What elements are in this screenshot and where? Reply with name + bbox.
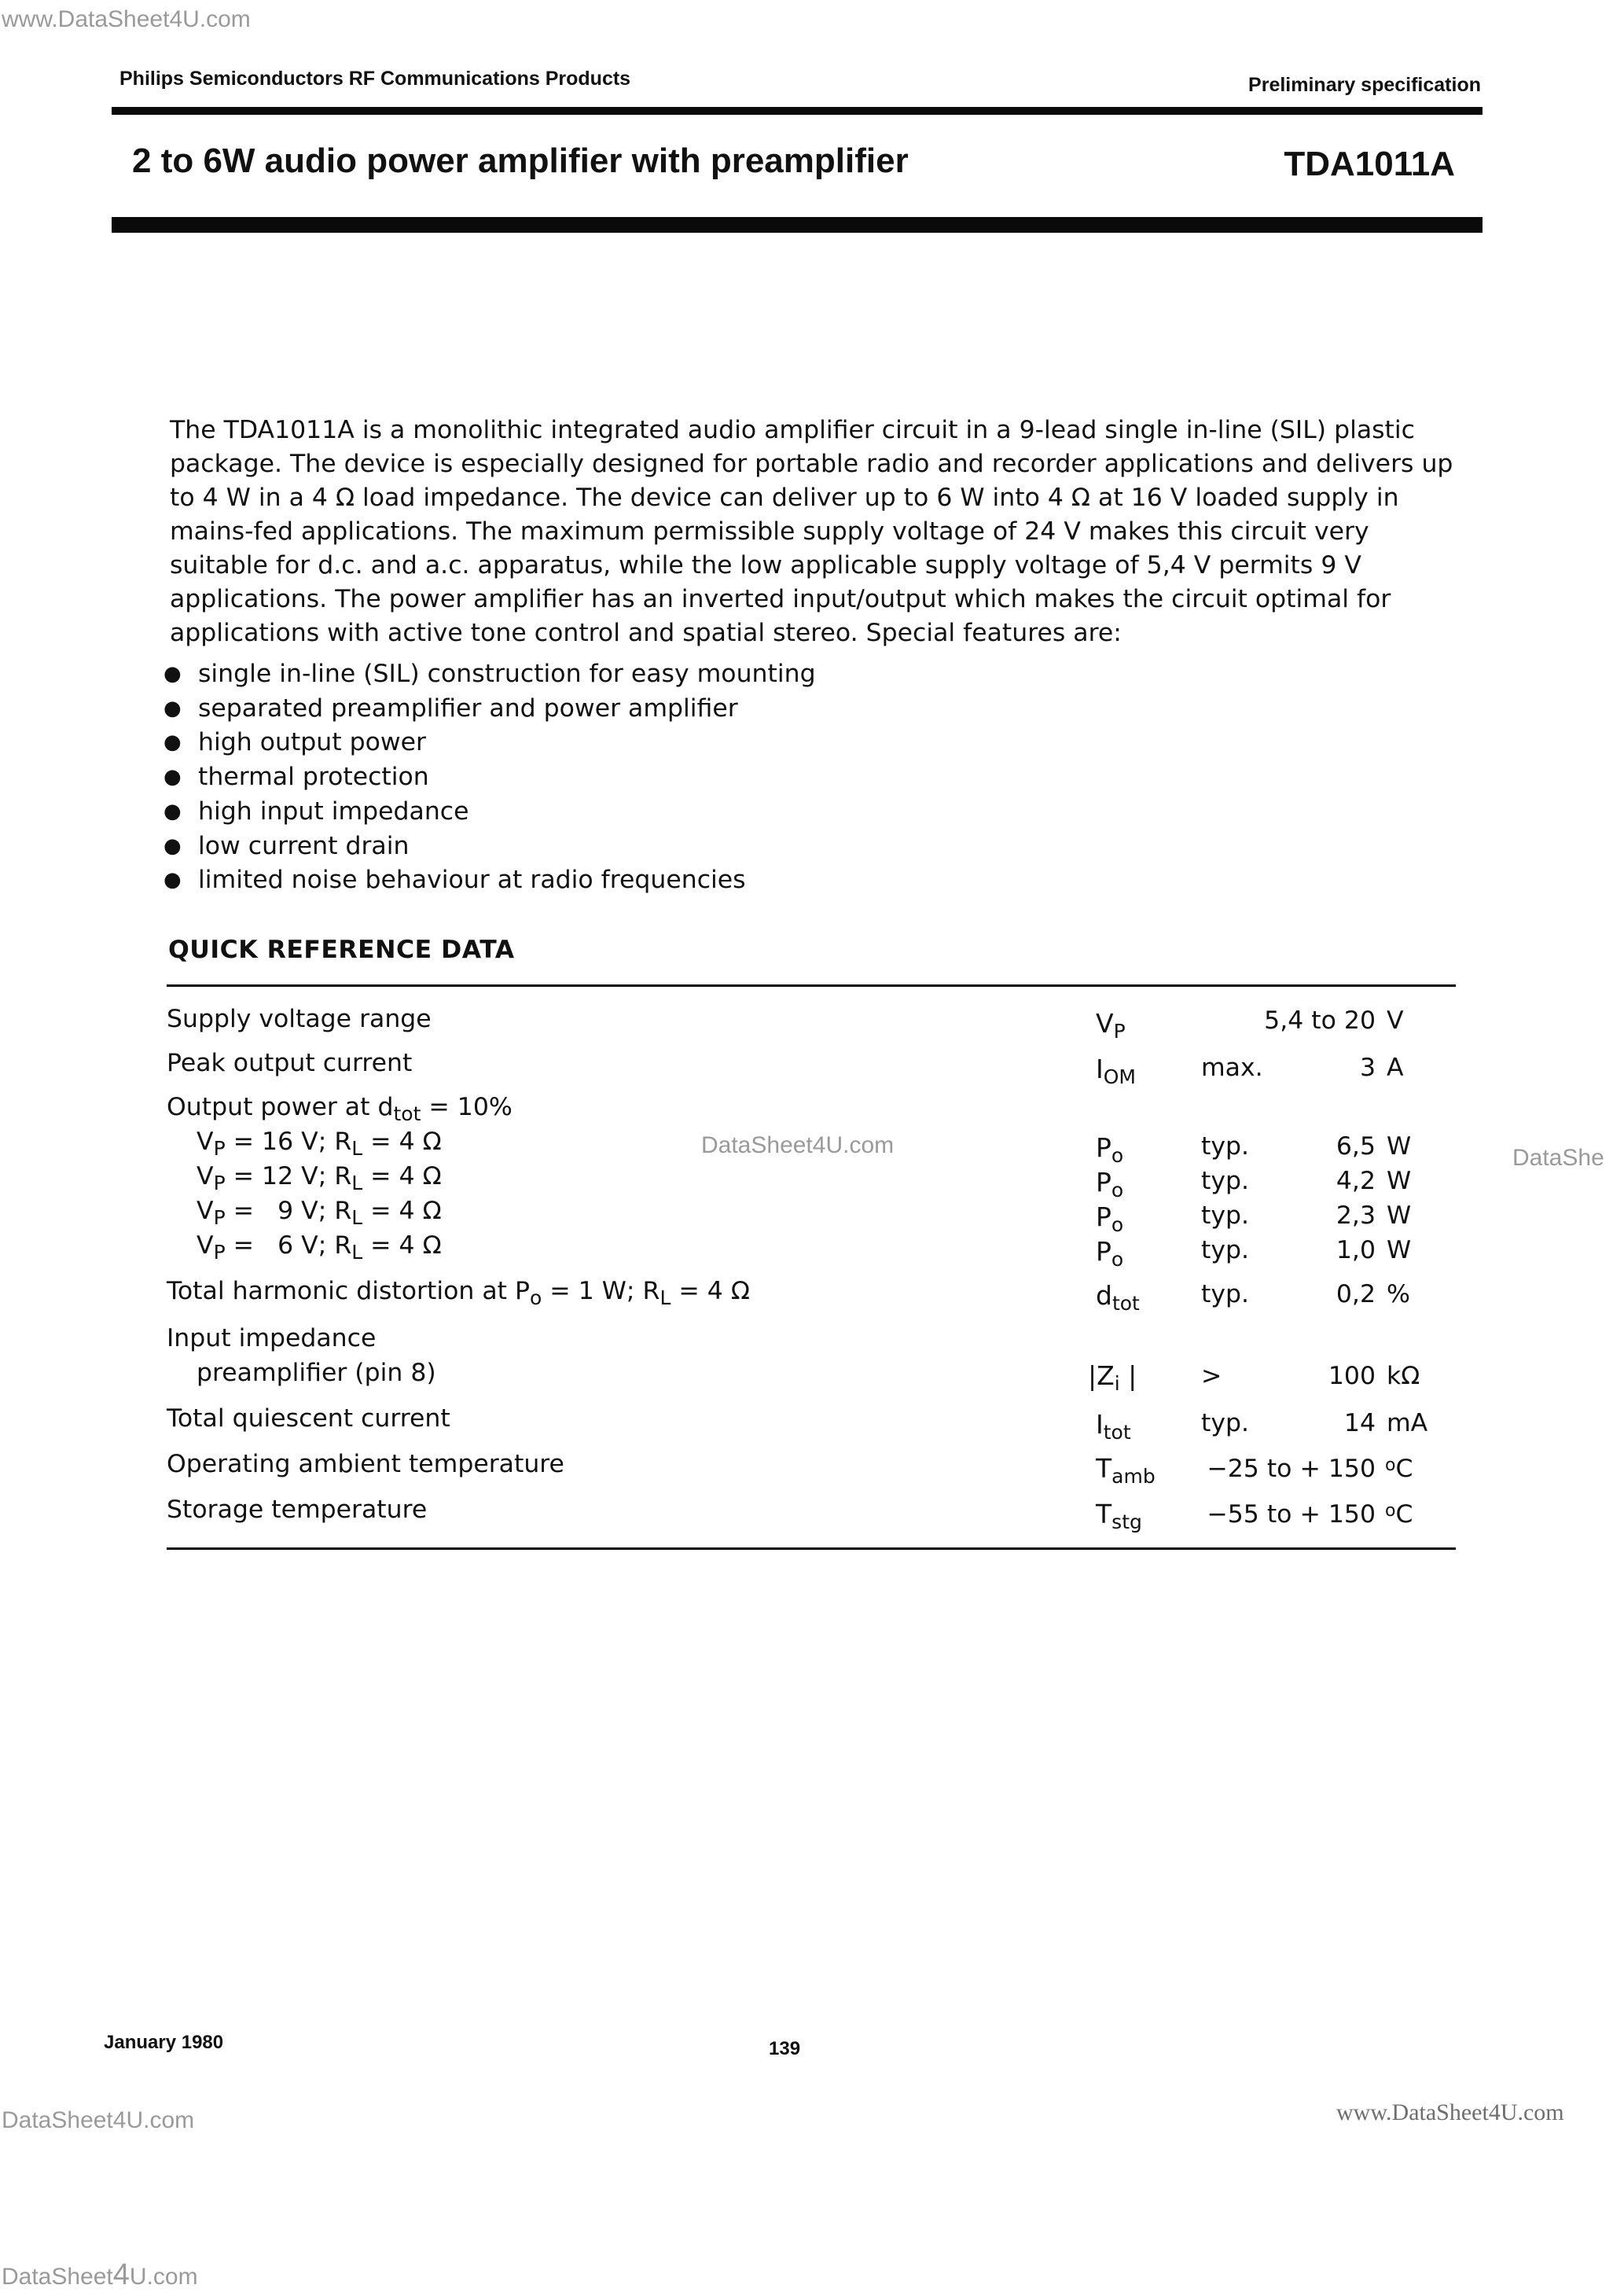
symbol-text: P — [1096, 1167, 1111, 1198]
table-symbol — [1096, 1409, 1131, 1444]
table-value: 4,2 — [1336, 1167, 1376, 1195]
cond-text: = 4 Ω — [362, 1162, 442, 1190]
table-unit: W — [1387, 1167, 1412, 1195]
table-value: 100 — [1328, 1362, 1376, 1390]
symbol-subscript: tot — [1111, 1292, 1140, 1315]
table-qualifier: typ. — [1201, 1201, 1250, 1230]
cond-text: = 4 Ω — [362, 1197, 442, 1225]
table-symbol — [1096, 1236, 1123, 1271]
table-param: Input impedance — [167, 1324, 377, 1352]
watermark-bottom-left: DataSheet4U.com — [2, 2107, 195, 2133]
param-text: = 4 Ω — [671, 1277, 750, 1305]
section-heading: QUICK REFERENCE DATA — [168, 936, 515, 964]
watermark-text: U.com — [129, 2264, 198, 2290]
unit-superscript: o — [1385, 1501, 1396, 1521]
cond-text: = 6 V; R — [225, 1231, 352, 1260]
table-param: Peak output current — [167, 1049, 413, 1077]
symbol-subscript: o — [1111, 1144, 1124, 1167]
symbol-text: V — [1096, 1008, 1114, 1039]
table-symbol — [1096, 1054, 1136, 1088]
feature-text: thermal protection — [198, 763, 429, 792]
cond-subscript: P — [213, 1206, 226, 1229]
param-subscript: tot — [393, 1102, 421, 1125]
table-condition — [197, 1197, 442, 1229]
table-qualifier: typ. — [1201, 1132, 1250, 1161]
cond-subscript: L — [351, 1206, 363, 1229]
symbol-text: T — [1096, 1499, 1112, 1529]
param-subscript: L — [660, 1286, 671, 1309]
list-item — [164, 692, 816, 727]
table-symbol — [1096, 1453, 1156, 1488]
symbol-text: P — [1096, 1132, 1111, 1163]
table-param — [167, 1093, 513, 1125]
symbol-subscript: o — [1111, 1213, 1124, 1236]
cond-subscript: P — [213, 1172, 226, 1194]
table-symbol — [1096, 1167, 1123, 1201]
table-rule-bottom — [167, 1547, 1456, 1550]
cond-subscript: P — [213, 1241, 226, 1264]
cond-subscript: L — [351, 1172, 363, 1194]
table-symbol — [1096, 1499, 1142, 1533]
feature-text: single in-line (SIL) construction for easy mounting — [198, 660, 816, 688]
param-text: Total harmonic distortion at P — [167, 1277, 530, 1305]
watermark-bottom-right: www.DataSheet4U.com — [1336, 2099, 1564, 2125]
list-item — [164, 863, 816, 898]
bullet-icon: ● — [164, 833, 182, 858]
bullet-icon: ● — [164, 868, 182, 892]
param-text: Output power at d — [167, 1093, 394, 1121]
cond-subscript: L — [351, 1137, 363, 1160]
table-value: 14 — [1343, 1409, 1376, 1437]
table-unit: % — [1387, 1280, 1410, 1308]
symbol-subscript: amb — [1111, 1465, 1156, 1488]
feature-text: limited noise behaviour at radio frequencies — [198, 866, 746, 895]
symbol-subscript: o — [1111, 1248, 1124, 1271]
table-condition — [197, 1128, 442, 1160]
table-value: −25 to + 150 — [1207, 1455, 1376, 1483]
table-param — [167, 1277, 750, 1309]
bullet-icon: ● — [164, 730, 182, 755]
symbol-text: I — [1096, 1409, 1104, 1440]
table-unit — [1385, 1455, 1413, 1483]
table-condition — [197, 1162, 442, 1194]
cond-text: V — [197, 1162, 214, 1190]
page-number: 139 — [769, 2038, 801, 2059]
watermark-digit: 4 — [112, 2258, 130, 2291]
table-value: 0,2 — [1336, 1280, 1376, 1308]
symbol-text: |Z — [1088, 1360, 1115, 1391]
bullet-icon: ● — [164, 662, 182, 686]
spec-status: Preliminary specification — [1248, 74, 1481, 96]
symbol-subscript: tot — [1103, 1421, 1131, 1444]
cond-subscript: P — [213, 1137, 226, 1160]
table-unit: mA — [1387, 1409, 1428, 1437]
table-unit: kΩ — [1387, 1362, 1420, 1390]
list-item — [164, 657, 816, 692]
cond-text: V — [197, 1128, 214, 1156]
table-value: 2,3 — [1336, 1201, 1376, 1230]
bullet-icon: ● — [164, 765, 182, 789]
cond-text: = 16 V; R — [225, 1128, 352, 1156]
table-symbol — [1096, 1008, 1126, 1043]
symbol-subscript: P — [1113, 1020, 1126, 1043]
table-unit: W — [1387, 1132, 1412, 1161]
footer-date: January 1980 — [104, 2032, 224, 2053]
table-qualifier: > — [1201, 1362, 1222, 1390]
symbol-text: P — [1096, 1236, 1111, 1267]
table-symbol — [1096, 1132, 1123, 1167]
table-value: 3 — [1359, 1054, 1376, 1082]
symbol-subscript: stg — [1111, 1510, 1142, 1533]
header-rule-bottom — [112, 217, 1483, 233]
watermark-mid-center: DataSheet4U.com — [701, 1132, 895, 1158]
table-qualifier: typ. — [1201, 1167, 1250, 1195]
unit-text: C — [1395, 1455, 1413, 1483]
cond-text: = 4 Ω — [362, 1231, 442, 1260]
table-param: Supply voltage range — [167, 1005, 432, 1033]
table-unit: A — [1387, 1054, 1404, 1082]
table-unit: V — [1387, 1006, 1404, 1035]
symbol-text: I — [1096, 1054, 1104, 1084]
table-qualifier: typ. — [1201, 1409, 1250, 1437]
symbol-subscript: o — [1111, 1179, 1124, 1201]
table-unit: W — [1387, 1201, 1412, 1230]
table-symbol — [1088, 1360, 1137, 1395]
part-number: TDA1011A — [1284, 145, 1455, 183]
symbol-subscript: i — [1114, 1372, 1120, 1395]
table-value: 6,5 — [1336, 1132, 1376, 1161]
intro-paragraph: The TDA1011A is a monolithic integrated audio amplifier circuit in a 9-lead single in-line (SIL) plastic package. The device is especially designed for portable radio and recorder applications and delivers up to 4 W in a 4 Ω load impedance. The device can deliver up to 6 W into 4 Ω at 16 V loaded supply in mains-fed applications. The maximum permissible supply voltage of 24 V makes this circuit very suitable for d.c. and a.c. apparatus, while the low applicable supply voltage of 5,4 V permits 9 V applications. The power amplifier has an inverted input/output which makes the circuit optimal for applications with active tone control and spatial stereo. Special features are: — [170, 416, 1453, 647]
table-qualifier: typ. — [1201, 1236, 1250, 1264]
table-unit: W — [1387, 1236, 1412, 1264]
cond-text: = 4 Ω — [362, 1128, 442, 1156]
watermark-very-bottom — [2, 2258, 198, 2292]
bullet-icon: ● — [164, 799, 182, 823]
feature-text: separated preamplifier and power amplifier — [198, 694, 738, 723]
table-param: Total quiescent current — [167, 1404, 450, 1433]
cond-text: = 12 V; R — [225, 1162, 352, 1190]
feature-text: high input impedance — [198, 797, 469, 826]
table-unit — [1385, 1500, 1413, 1529]
cond-text: = 9 V; R — [225, 1197, 352, 1225]
unit-text: C — [1395, 1500, 1413, 1529]
table-condition — [197, 1231, 442, 1264]
param-text: = 1 W; R — [542, 1277, 660, 1305]
table-symbol — [1096, 1201, 1123, 1236]
page-title: 2 to 6W audio power amplifier with preamplifier — [132, 142, 909, 180]
list-item — [164, 760, 816, 795]
symbol-text: T — [1096, 1453, 1112, 1484]
symbol-subscript: OM — [1103, 1065, 1136, 1088]
symbol-text: d — [1096, 1280, 1112, 1311]
table-value: −55 to + 150 — [1207, 1500, 1376, 1529]
table-symbol — [1096, 1280, 1140, 1315]
feature-list — [164, 657, 816, 898]
table-value: 5,4 to 20 — [1264, 1006, 1376, 1035]
company-name: Philips Semiconductors RF Communications Products — [119, 68, 631, 90]
symbol-text: | — [1119, 1360, 1137, 1391]
table-qualifier: typ. — [1201, 1280, 1250, 1308]
feature-text: high output power — [198, 728, 426, 757]
cond-text: V — [197, 1231, 214, 1260]
param-text: = 10% — [421, 1093, 513, 1121]
table-value: 1,0 — [1336, 1236, 1376, 1264]
param-subscript: o — [530, 1286, 542, 1309]
table-param: preamplifier (pin 8) — [197, 1359, 436, 1387]
watermark-top-left: www.DataSheet4U.com — [2, 6, 251, 32]
unit-superscript: o — [1385, 1455, 1396, 1475]
cond-text: V — [197, 1197, 214, 1225]
header-rule-top — [112, 107, 1483, 115]
list-item — [164, 795, 816, 830]
table-param: Storage temperature — [167, 1496, 428, 1524]
feature-text: low current drain — [198, 831, 410, 860]
list-item — [164, 726, 816, 760]
watermark-text: DataSheet — [2, 2264, 113, 2290]
table-param: Operating ambient temperature — [167, 1450, 564, 1478]
table-qualifier: max. — [1201, 1054, 1263, 1082]
symbol-text: P — [1096, 1201, 1111, 1232]
bullet-icon: ● — [164, 696, 182, 720]
table-rule-top — [167, 984, 1456, 987]
watermark-mid-right: DataShe — [1512, 1145, 1604, 1171]
cond-subscript: L — [351, 1241, 363, 1264]
list-item — [164, 830, 816, 864]
